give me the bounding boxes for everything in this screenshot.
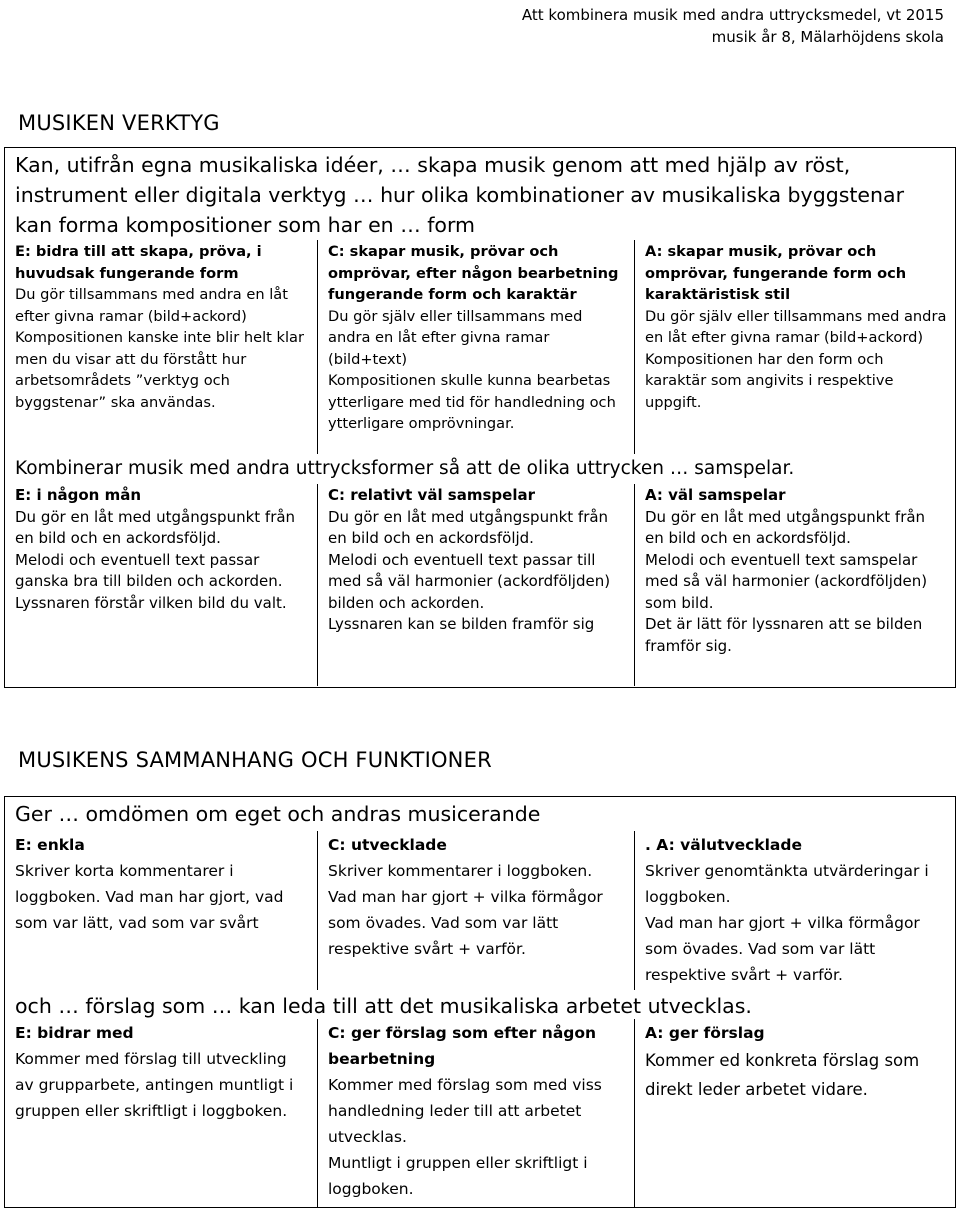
grade-e-text: Kompositionen kanske inte blir helt klar men du visar att du förstått hur arbetsområdets ”verktyg och byggstenar” ska användas. (15, 329, 304, 411)
grade-a-cell (635, 831, 955, 990)
grade-a-text: Det är lätt för lyssnaren att se bilden framför sig. (645, 615, 923, 655)
criteria-table-sammanhang (4, 796, 956, 1208)
header-class-school: musik år 8, Mälarhöjdens skola (711, 28, 944, 46)
grade-a-text: Kommer ed konkreta förslag som direkt leder arbetet vidare. (645, 1051, 920, 1099)
criteria-heading-forslag: och … förslag som … kan leda till att det musikaliska arbetet utvecklas. (15, 994, 752, 1018)
grade-a-cell (635, 484, 955, 686)
header-course-title: Att kombinera musik med andra uttrycksmedel, vt 2015 (521, 6, 944, 24)
grade-c-text: Vad man har gjort + vilka förmågor som övades. Vad som var lätt respektive svårt + varför. (328, 888, 603, 958)
grade-c-cell (318, 831, 635, 990)
document-header (522, 4, 944, 48)
grade-e-label: E: bidrar med (15, 1024, 134, 1042)
grade-a-text: Vad man har gjort + vilka förmågor som övades. Vad som var lätt respektive svårt + varför. (645, 914, 920, 984)
grade-a-label: . A: välutvecklade (645, 836, 802, 854)
grade-c-text: Kommer med förslag som med viss handledning leder till att arbetet utvecklas. (328, 1076, 602, 1146)
criteria-heading-compose: Kan, utifrån egna musikaliska idéer, … skapa musik genom att med hjälp av röst, instrument eller digitala verktyg … hur olika kombinationer av musikaliska byggstenar kan forma kompositioner som har en … form (15, 153, 905, 237)
grade-c-text: Melodi och eventuell text passar till med så väl harmonier (ackordföljden) bilden och ackorden. (328, 550, 611, 612)
grade-c-label: C: skapar musik, prövar och omprövar, efter någon bearbetning fungerande form och karaktär (328, 243, 619, 303)
grade-c-label: C: relativt väl samspelar (328, 486, 535, 504)
grade-a-label: A: skapar musik, prövar och omprövar, fungerande form och karaktäristisk stil (645, 243, 907, 303)
grade-e-label: E: i någon mån (15, 486, 142, 504)
grade-a-label: A: väl samspelar (645, 486, 786, 504)
grade-c-label: C: ger förslag som efter någon bearbetning (328, 1024, 597, 1068)
criteria-heading-combine: Kombinerar musik med andra uttrycksformer så att de olika uttrycken … samspelar. (15, 458, 795, 479)
grade-a-text: Melodi och eventuell text samspelar med så väl harmonier (ackordföljden) som bild. (645, 550, 928, 612)
grade-a-text: Du gör en låt med utgångspunkt från en bild och en ackordsföljd. (645, 507, 926, 547)
grade-c-text: Lyssnaren kan se bilden framför sig (328, 615, 595, 633)
grade-e-text: Lyssnaren förstår vilken bild du valt. (15, 593, 287, 612)
grade-e-cell (5, 1019, 318, 1207)
grade-c-text: Skriver kommentarer i loggboken. (328, 862, 593, 880)
grade-c-text: Du gör själv eller tillsammans med andra en låt efter givna ramar (bild+text) (328, 307, 583, 368)
criteria-heading-omdomen: Ger … omdömen om eget och andras musicerande (15, 802, 541, 826)
grade-a-cell (635, 240, 955, 454)
grade-c-cell (318, 1019, 635, 1207)
criteria-table-verktyg (4, 147, 956, 688)
grade-c-cell (318, 484, 635, 686)
grade-c-label: C: utvecklade (328, 836, 447, 854)
grade-e-cell (5, 484, 318, 686)
grade-e-text: Skriver korta kommentarer i loggboken. Vad man har gjort, vad som var lätt, vad som var svårt (15, 862, 284, 932)
grade-e-text: Du gör tillsammans med andra en låt efter givna ramar (bild+ackord) (15, 286, 288, 325)
section-title-musiken-verktyg: MUSIKEN VERKTYG (18, 111, 220, 135)
grade-a-cell (635, 1019, 955, 1207)
grade-e-text: Du gör en låt med utgångspunkt från en bild och en ackordsföljd. (15, 507, 296, 547)
grade-a-text: Skriver genomtänkta utvärderingar i loggboken. (645, 862, 929, 906)
grade-e-label: E: bidra till att skapa, pröva, i huvudsak fungerande form (15, 243, 262, 282)
criteria-row-omdomen (5, 831, 955, 989)
grade-e-cell (5, 240, 318, 454)
grade-a-text: Kompositionen har den form och karaktär som angivits i respektive uppgift. (645, 350, 894, 411)
grade-a-text: Du gör själv eller tillsammans med andra en låt efter givna ramar (bild+ackord) (645, 307, 947, 346)
grade-c-cell (318, 240, 635, 454)
grade-e-text: Kommer med förslag till utveckling av grupparbete, antingen muntligt i gruppen eller skriftligt i loggboken. (15, 1050, 294, 1120)
grade-c-text: Kompositionen skulle kunna bearbetas ytterligare med tid för handledning och ytterligare omprövningar. (328, 372, 616, 432)
grade-e-label: E: enkla (15, 836, 85, 854)
section-title-sammanhang: MUSIKENS SAMMANHANG OCH FUNKTIONER (18, 748, 492, 772)
grade-e-cell (5, 831, 318, 990)
grade-a-label: A: ger förslag (645, 1024, 765, 1042)
criteria-row-combine (5, 484, 955, 686)
criteria-row-compose (5, 240, 955, 454)
criteria-row-forslag (5, 1019, 955, 1207)
grade-c-text: Du gör en låt med utgångspunkt från en bild och en ackordsföljd. (328, 507, 609, 547)
grade-e-text: Melodi och eventuell text passar ganska bra till bilden och ackorden. (15, 550, 283, 590)
grade-c-text: Muntligt i gruppen eller skriftligt i loggboken. (328, 1154, 588, 1198)
